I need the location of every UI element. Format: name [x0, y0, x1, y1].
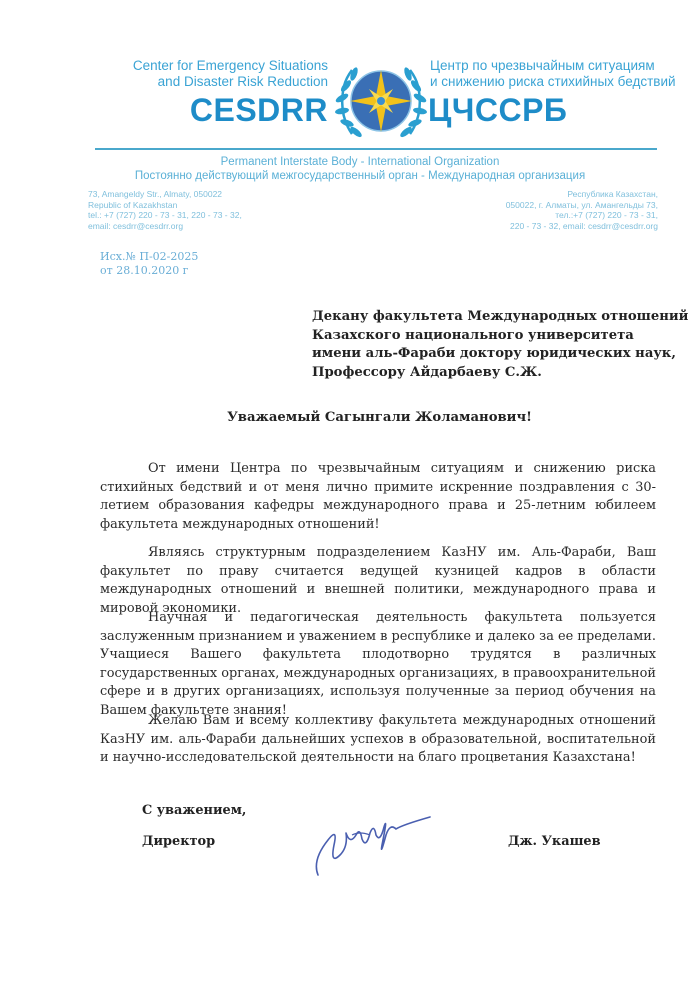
- signer-position: Директор: [142, 834, 216, 849]
- body-paragraph-text: Являясь структурным подразделением КазНУ им. Аль-Фараби, Ваш факультет по праву считается ведущей кузницей кадров в области международных отношений и внешней политики, международного права и мировой экономики.: [100, 545, 656, 616]
- address-en-email: email: cesdrr@cesdrr.org: [88, 220, 184, 231]
- org-abbr-ru: ЦЧССРБ: [428, 92, 568, 128]
- org-name-en-line: Center for Emergency Situations: [132, 58, 328, 73]
- header-divider: [95, 148, 657, 150]
- salutation: Уважаемый Сагынгали Жоламанович!: [227, 410, 532, 425]
- org-abbr-en: CESDRR: [189, 92, 328, 128]
- body-paragraph-text: Желаю Вам и всему коллективу факультета международных отношений КазНУ им. аль-Фараби дальнейших успехов в образовательной, воспитательной и научно-исследовательской деятельности на благо процветания Казахстана!: [100, 713, 656, 765]
- signer-name: Дж. Укашев: [508, 834, 601, 849]
- address-en-line: Republic of Kazakhstan: [88, 199, 178, 210]
- org-name-en-line: and Disaster Risk Reduction: [157, 74, 328, 89]
- reference-block: [100, 250, 198, 278]
- org-status-en: Permanent Interstate Body - International Organization: [220, 156, 500, 168]
- address-ru-email: 220 - 73 - 32, email: cesdrr@cesdrr.org: [510, 220, 658, 231]
- emblem-logo: [332, 56, 430, 144]
- body-paragraph-text: Научная и педагогическая деятельность факультета пользуется заслуженным признанием и уважением в республике и далеко за ее пределами. Учащиеся Вашего факультета плодотворно трудятся в различных государственных органах, международных организациях, в правоохранительной сфере и в других организациях, используя полученные за период обучения на Вашем факультете знания!: [100, 610, 656, 718]
- address-en: [88, 189, 242, 231]
- address-ru-line: 050022, г. Алматы, ул. Амангельды 73,: [505, 199, 658, 210]
- body-paragraph: [100, 712, 656, 768]
- reference-number: Исх.№ П-02-2025: [100, 250, 199, 263]
- address-en-line: 73, Amangeldy Str., Almaty, 050022: [88, 189, 223, 199]
- addressee-line: Казахского национального университета: [312, 327, 634, 343]
- addressee-block: [312, 308, 688, 382]
- handwritten-signature: [310, 805, 440, 880]
- org-name-ru-line: и снижению риска стихийных бедствий: [430, 74, 676, 89]
- addressee-line: Декану факультета Международных отношений: [312, 309, 689, 324]
- body-paragraph: [100, 544, 656, 618]
- org-status: [60, 155, 660, 183]
- closing-regards: С уважением,: [142, 803, 247, 818]
- address-ru-line: тел.:+7 (727) 220 - 73 - 31,: [555, 210, 658, 220]
- addressee-line: Профессору Айдарбаеву С.Ж.: [312, 364, 542, 380]
- body-paragraph: [100, 460, 656, 534]
- org-name-ru: [430, 58, 699, 90]
- org-name-ru-line: Центр по чрезвычайным ситуациям: [430, 58, 655, 73]
- org-name-en: [100, 58, 328, 90]
- address-ru: [470, 189, 658, 231]
- org-status-ru: Постоянно действующий межгосударственный орган - Международная организация: [134, 170, 586, 182]
- addressee-line: имени аль-Фараби доктору юридических наук,: [312, 346, 676, 361]
- reference-date: от 28.10.2020 г: [100, 264, 189, 277]
- address-en-line: tel.: +7 (727) 220 - 73 - 31, 220 - 73 - 32,: [88, 210, 242, 220]
- address-ru-line: Республика Казахстан,: [567, 189, 658, 199]
- body-paragraph-text: От имени Центра по чрезвычайным ситуациям и снижению риска стихийных бедствий и от меня лично примите искренние поздравления с 30-летием образования кафедры международного права и 25-летним юбилеем факультета международных отношений!: [100, 461, 656, 532]
- body-paragraph: [100, 609, 656, 720]
